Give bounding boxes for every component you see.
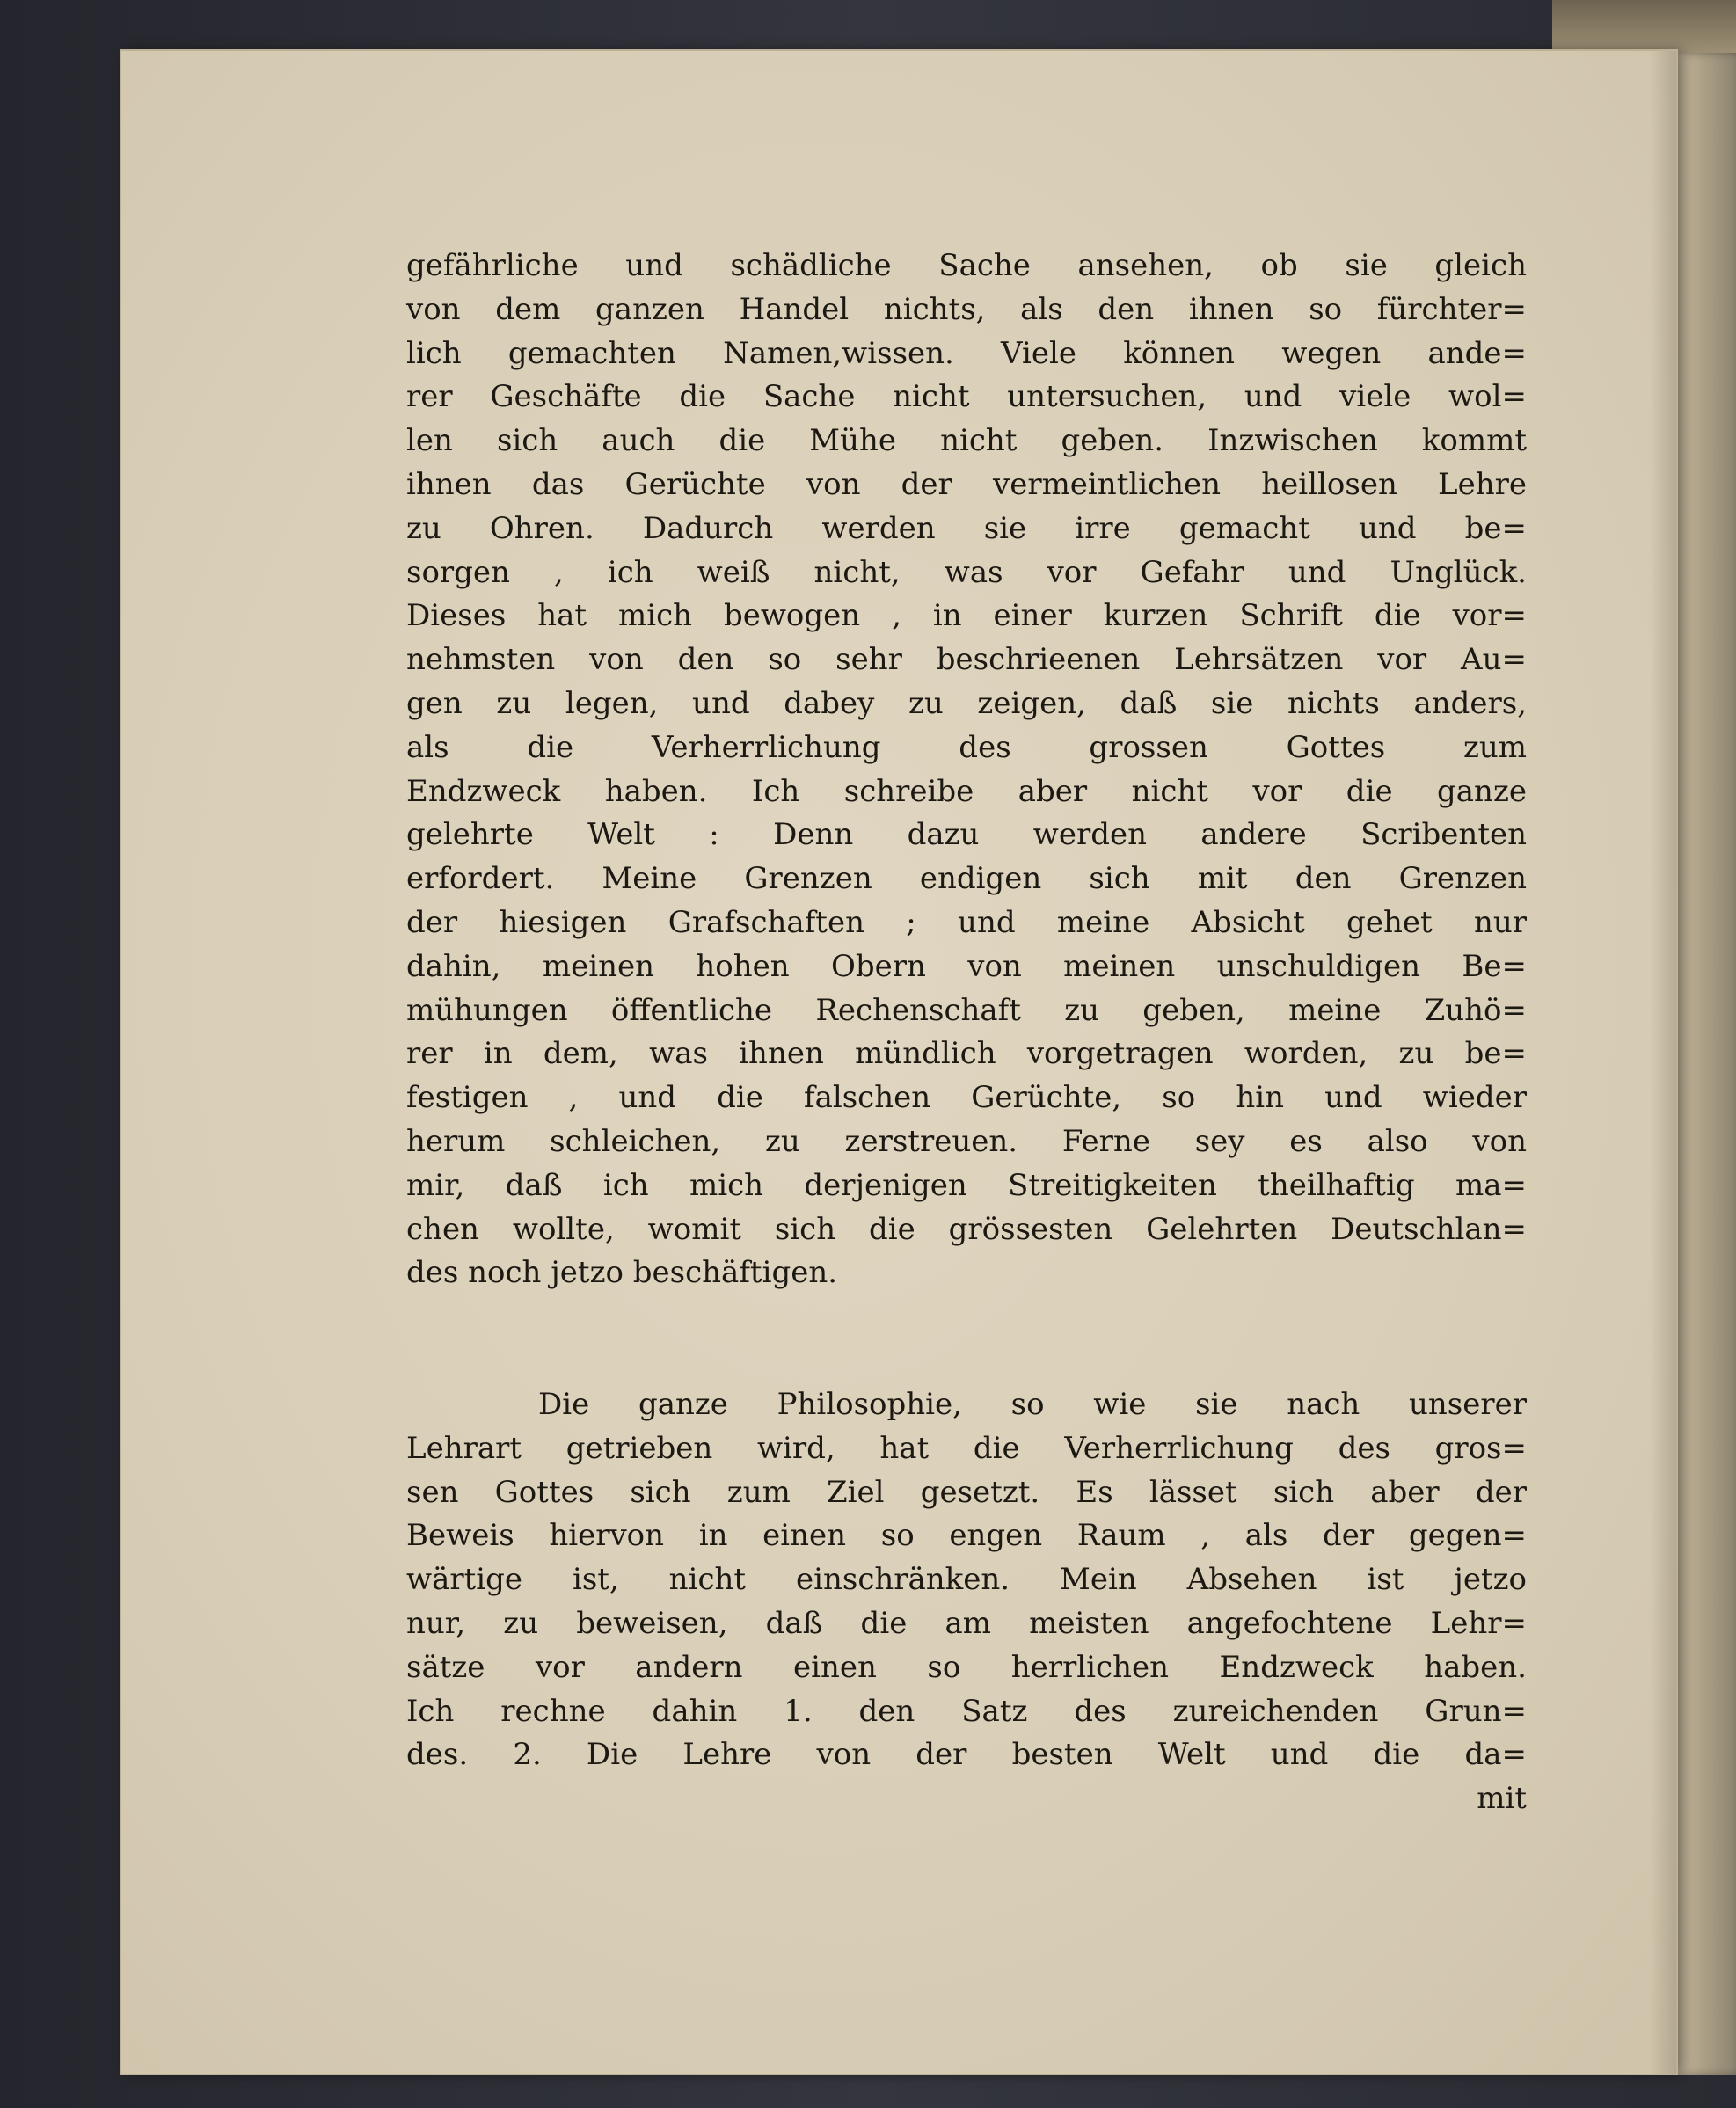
text-line: von dem ganzen Handel nichts, als den ihnen so fürchter= (406, 291, 1527, 327)
text-line: wärtige ist, nicht einschränken. Mein Absehen ist jetzo (406, 1562, 1527, 1598)
text-line: gefährliche und schädliche Sache ansehen, ob sie gleich (406, 248, 1527, 283)
text-line: erfordert. Meine Grenzen endigen sich mit den Grenzen (406, 861, 1527, 897)
text-line: mir, daß ich mich derjenigen Streitigkeiten theilhaftig ma= (406, 1167, 1527, 1203)
text-line: als die Verherrlichung des grossen Gottes zum (406, 729, 1527, 765)
text-line: festigen , und die falschen Gerüchte, so hin und wieder (406, 1080, 1527, 1116)
text-line: sätze vor andern einen so herrlichen Endzweck haben. (406, 1649, 1527, 1685)
text-line: gen zu legen, und dabey zu zeigen, daß sie nichts anders, (406, 685, 1527, 721)
text-line: des noch jetzo beschäftigen. (406, 1255, 838, 1291)
text-line: der hiesigen Grafschaften ; und meine Absicht gehet nur (406, 904, 1527, 940)
text-line: sen Gottes sich zum Ziel gesetzt. Es lässet sich aber der (406, 1474, 1527, 1510)
paragraph-2 (406, 1383, 1527, 1821)
paragraph-1 (406, 244, 1527, 1295)
text-line: des. 2. Die Lehre von der besten Welt und die da= (406, 1737, 1527, 1773)
text-line: Beweis hiervon in einen so engen Raum , als der gegen= (406, 1518, 1527, 1554)
text-line: rer in dem, was ihnen mündlich vorgetragen worden, zu be= (406, 1036, 1527, 1072)
text-line: zu Ohren. Dadurch werden sie irre gemacht und be= (406, 510, 1527, 546)
text-line: ihnen das Gerüchte von der vermeintlichen heillosen Lehre (406, 466, 1527, 502)
text-line: nur, zu beweisen, daß die am meisten angefochtene Lehr= (406, 1605, 1527, 1641)
text-line: dahin, meinen hohen Obern von meinen unschuldigen Be= (406, 948, 1527, 984)
text-line: rer Geschäfte die Sache nicht untersuchen, und viele wol= (406, 379, 1527, 415)
text-line: Dieses hat mich bewogen , in einer kurzen Schrift die vor= (406, 598, 1527, 634)
text-line: Lehrart getrieben wird, hat die Verherrlichung des gros= (406, 1430, 1527, 1466)
text-line: mühungen öffentliche Rechenschaft zu geben, meine Zuhö= (406, 992, 1527, 1028)
text-line: Ich rechne dahin 1. den Satz des zureichenden Grun= (406, 1693, 1527, 1729)
text-line: chen wollte, womit sich die grössesten Gelehrten Deutschlan= (406, 1211, 1527, 1247)
text-line: lich gemachten Namen,wissen. Viele können wegen ande= (406, 335, 1527, 371)
text-line: nehmsten von den so sehr beschrieenen Lehrsätzen vor Au= (406, 642, 1527, 678)
text-line: len sich auch die Mühe nicht geben. Inzwischen kommt (406, 423, 1527, 459)
catchword: mit (1477, 1781, 1527, 1817)
text-line: sorgen , ich weiß nicht, was vor Gefahr und Unglück. (406, 554, 1527, 590)
text-line: Die ganze Philosophie, so wie sie nach unserer (538, 1387, 1527, 1422)
text-line: gelehrte Welt : Denn dazu werden andere Scribenten (406, 817, 1527, 853)
text-line: herum schleichen, zu zerstreuen. Ferne sey es also von (406, 1123, 1527, 1159)
text-line: Endzweck haben. Ich schreibe aber nicht vor die ganze (406, 773, 1527, 809)
